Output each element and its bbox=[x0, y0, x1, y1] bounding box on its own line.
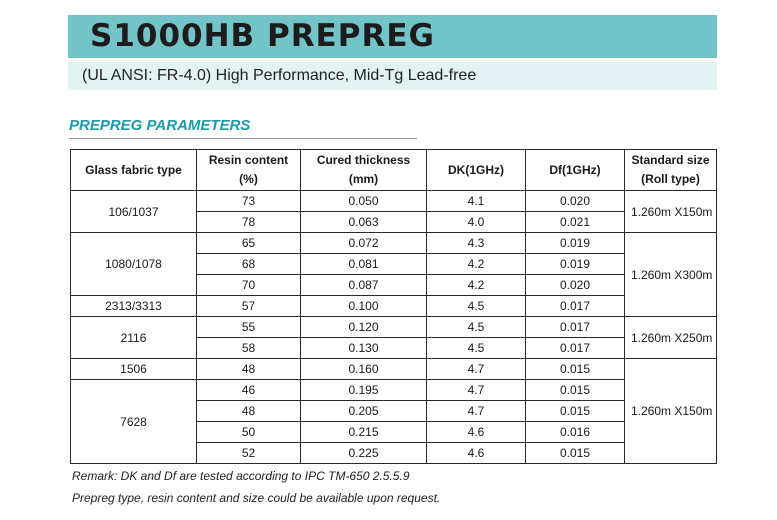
resin-cell: 48 bbox=[197, 359, 301, 380]
resin-cell: 57 bbox=[197, 296, 301, 317]
resin-cell: 68 bbox=[197, 254, 301, 275]
size-cell: 1.260m X150m bbox=[625, 191, 717, 233]
df-cell: 0.017 bbox=[526, 296, 625, 317]
dk-cell: 4.7 bbox=[427, 359, 526, 380]
resin-cell: 73 bbox=[197, 191, 301, 212]
df-cell: 0.021 bbox=[526, 212, 625, 233]
remark-availability: Prepreg type, resin content and size could be available upon request. bbox=[72, 491, 441, 505]
dk-cell: 4.5 bbox=[427, 338, 526, 359]
df-cell: 0.017 bbox=[526, 317, 625, 338]
resin-cell: 55 bbox=[197, 317, 301, 338]
df-cell: 0.015 bbox=[526, 401, 625, 422]
df-cell: 0.015 bbox=[526, 443, 625, 464]
dk-cell: 4.2 bbox=[427, 254, 526, 275]
glass-fabric-cell: 1080/1078 bbox=[71, 233, 197, 296]
table-row bbox=[71, 191, 717, 212]
dk-cell: 4.7 bbox=[427, 401, 526, 422]
table-row bbox=[71, 296, 717, 317]
thickness-cell: 0.063 bbox=[301, 212, 427, 233]
dk-cell: 4.7 bbox=[427, 380, 526, 401]
df-cell: 0.020 bbox=[526, 275, 625, 296]
thickness-cell: 0.215 bbox=[301, 422, 427, 443]
resin-cell: 65 bbox=[197, 233, 301, 254]
size-cell: 1.260m X300m bbox=[625, 233, 717, 317]
dk-cell: 4.5 bbox=[427, 296, 526, 317]
size-cell: 1.260m X250m bbox=[625, 317, 717, 359]
thickness-cell: 0.120 bbox=[301, 317, 427, 338]
header-cured-thickness: Cured thickness (mm) bbox=[301, 150, 427, 191]
table-row bbox=[71, 380, 717, 401]
table-header-row bbox=[71, 150, 717, 191]
df-cell: 0.019 bbox=[526, 233, 625, 254]
dk-cell: 4.3 bbox=[427, 233, 526, 254]
dk-cell: 4.6 bbox=[427, 422, 526, 443]
thickness-cell: 0.195 bbox=[301, 380, 427, 401]
thickness-cell: 0.100 bbox=[301, 296, 427, 317]
glass-fabric-cell: 106/1037 bbox=[71, 191, 197, 233]
glass-fabric-cell: 1506 bbox=[71, 359, 197, 380]
thickness-cell: 0.050 bbox=[301, 191, 427, 212]
header-standard-size: Standard size (Roll type) bbox=[625, 150, 717, 191]
df-cell: 0.019 bbox=[526, 254, 625, 275]
thickness-cell: 0.160 bbox=[301, 359, 427, 380]
dk-cell: 4.2 bbox=[427, 275, 526, 296]
table-row bbox=[71, 317, 717, 338]
thickness-cell: 0.072 bbox=[301, 233, 427, 254]
header-dk: DK(1GHz) bbox=[427, 150, 526, 191]
subtitle-bar bbox=[68, 62, 717, 90]
header-df: Df(1GHz) bbox=[526, 150, 625, 191]
resin-cell: 50 bbox=[197, 422, 301, 443]
thickness-cell: 0.130 bbox=[301, 338, 427, 359]
title-bar bbox=[68, 15, 717, 58]
page-title: S1000HB PREPREG bbox=[90, 18, 435, 54]
thickness-cell: 0.225 bbox=[301, 443, 427, 464]
df-cell: 0.020 bbox=[526, 191, 625, 212]
df-cell: 0.016 bbox=[526, 422, 625, 443]
section-heading: PREPREG PARAMETERS bbox=[69, 117, 251, 134]
resin-cell: 52 bbox=[197, 443, 301, 464]
resin-cell: 48 bbox=[197, 401, 301, 422]
dk-cell: 4.0 bbox=[427, 212, 526, 233]
resin-cell: 70 bbox=[197, 275, 301, 296]
thickness-cell: 0.205 bbox=[301, 401, 427, 422]
dk-cell: 4.6 bbox=[427, 443, 526, 464]
resin-cell: 78 bbox=[197, 212, 301, 233]
header-resin-content: Resin content (%) bbox=[197, 150, 301, 191]
size-cell: 1.260m X150m bbox=[625, 359, 717, 464]
glass-fabric-cell: 7628 bbox=[71, 380, 197, 464]
table-row bbox=[71, 233, 717, 254]
dk-cell: 4.1 bbox=[427, 191, 526, 212]
thickness-cell: 0.087 bbox=[301, 275, 427, 296]
df-cell: 0.017 bbox=[526, 338, 625, 359]
df-cell: 0.015 bbox=[526, 380, 625, 401]
prepreg-parameters-table bbox=[70, 149, 717, 464]
glass-fabric-cell: 2313/3313 bbox=[71, 296, 197, 317]
glass-fabric-cell: 2116 bbox=[71, 317, 197, 359]
heading-divider bbox=[69, 138, 417, 139]
resin-cell: 46 bbox=[197, 380, 301, 401]
thickness-cell: 0.081 bbox=[301, 254, 427, 275]
dk-cell: 4.5 bbox=[427, 317, 526, 338]
header-glass-fabric: Glass fabric type bbox=[71, 150, 197, 191]
resin-cell: 58 bbox=[197, 338, 301, 359]
df-cell: 0.015 bbox=[526, 359, 625, 380]
remark-test-method: Remark: DK and Df are tested according to IPC TM-650 2.5.5.9 bbox=[72, 469, 410, 483]
table-row bbox=[71, 359, 717, 380]
page-subtitle: (UL ANSI: FR-4.0) High Performance, Mid-Tg Lead-free bbox=[82, 67, 477, 84]
